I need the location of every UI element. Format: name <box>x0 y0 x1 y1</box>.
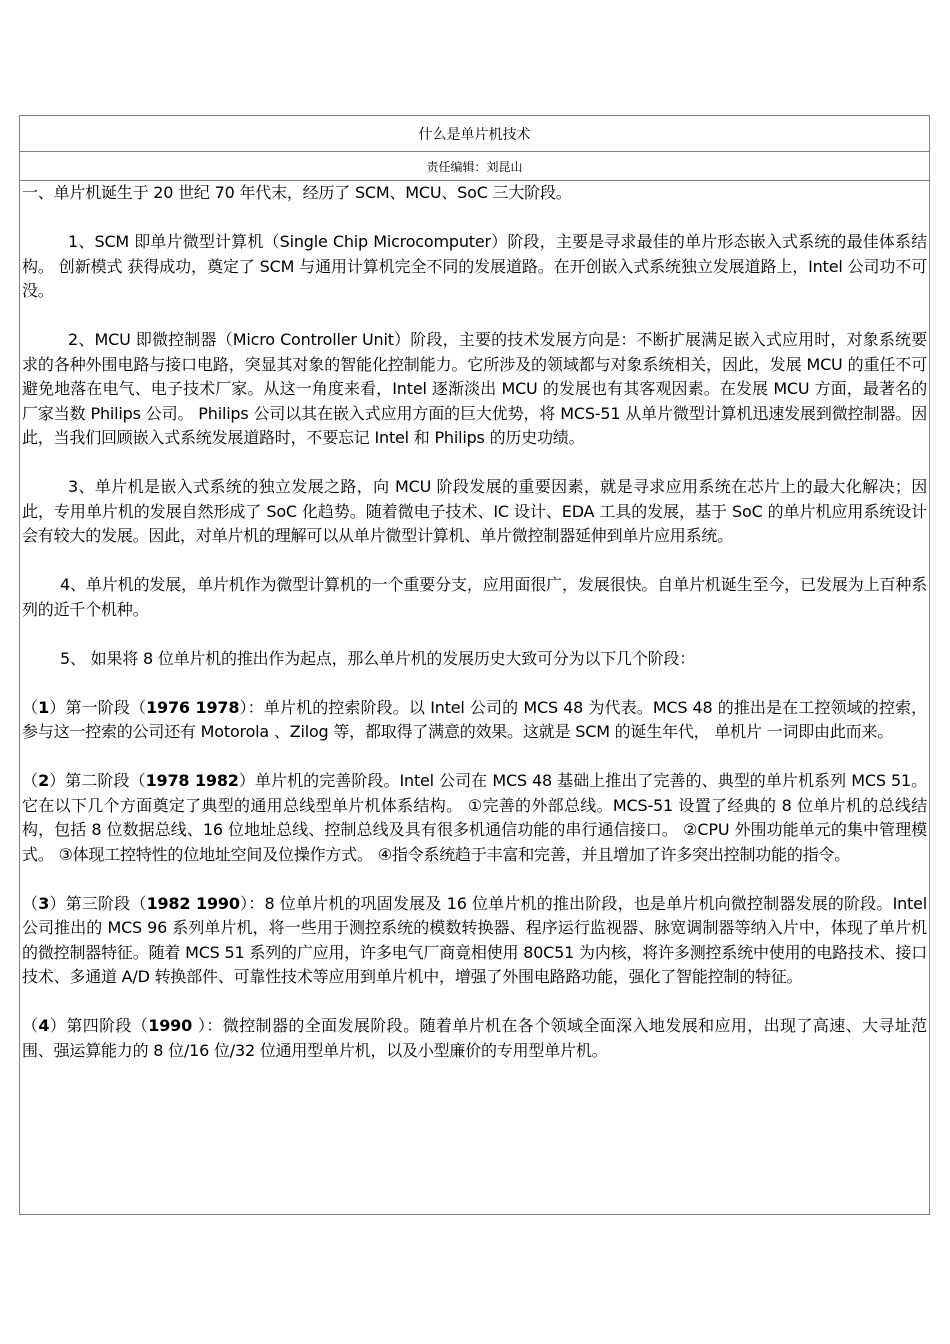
stage-4-paragraph <box>22 1014 927 1063</box>
paragraph-scm: 1、SCM 即单片微型计算机（Single Chip Microcomputer）阶段，主要是寻求最佳的单片形态嵌入式系统的最佳体系结构。 创新模式 获得成功，奠定了 SCM 与通用计算机完全不同的发展道路。在开创嵌入式系统独立发展道路上，Intel 公司功不可没。 <box>22 232 927 300</box>
stage-open: （ <box>22 771 39 790</box>
stage-open: （ <box>22 697 39 717</box>
stage-title: ）第三阶段（ <box>49 893 147 913</box>
article-table <box>19 115 930 1215</box>
article-title: 什么是单片机技术 <box>20 116 929 152</box>
stage-text: ）单片机的完善阶段。Intel 公司在 MCS 48 基础上推出了完善的、典型的单片机系列 MCS 51。它在以下几个方面奠定了典型的通用总线型单片机体系结构。 ①完善的外部总线。MCS-51 设置了经典的 8 位单片机的总线结构，包括 8 位数据总线、16 位地址总线、控制总线及具有很多机通信功能的串行通信接口。 ②CPU 外围功能单元的集中管理模式。 ③体现工控特性的位地址空间及位操作方式。 ④指令系统趋于丰富和完善，并且增加了许多突出控制功能的指令。 <box>22 771 927 864</box>
stage-title: ）第四阶段（ <box>49 1016 149 1035</box>
article-body <box>20 181 929 1214</box>
stage-3-paragraph <box>22 892 927 990</box>
stage-title: ）第二阶段（ <box>49 771 146 790</box>
paragraph-soc: 3、单片机是嵌入式系统的独立发展之路，向 MCU 阶段发展的重要因素，就是寻求应用系统在芯片上的最大化解决；因此，专用单片机的发展自然形成了 SoC 化趋势。随着微电子技术、IC 设计、EDA 工具的发展，基于 SoC 的单片机应用系统设计会有较大的发展。因此，对单片机的理解可以从单片微型计算机、单片微控制器延伸到单片应用系统。 <box>22 477 927 545</box>
stage-1-paragraph <box>22 696 927 745</box>
stage-number: 2 <box>38 771 49 790</box>
stage-text: ）：单片机的控索阶段。以 Intel 公司的 MCS 48 为代表。MCS 48 的推出是在工控领域的控索，参与这一控索的公司还有 Motorola 、Zilog 等，都取得了满意的效果。这就是 SCM 的诞生年代， 单机片 一词即由此而来。 <box>22 697 927 741</box>
stage-years: 1978 1982 <box>145 771 239 790</box>
stage-open: （ <box>22 1016 39 1035</box>
paragraph-mcu: 2、MCU 即微控制器（Micro Controller Unit）阶段，主要的技术发展方向是：不断扩展满足嵌入式应用时，对象系统要求的各种外围电路与接口电路，突显其对象的智能化控制能力。它所涉及的领域都与对象系统相关，因此，发展 MCU 的重任不可避免地落在电气、电子技术厂家。从这一角度来看，Intel 逐渐淡出 MCU 的发展也有其客观因素。在发展 MCU 方面，最著名的厂家当数 Philips 公司。 Philips 公司以其在嵌入式应用方面的巨大优势，将 MCS-51 从单片微型计算机迅速发展到微控制器。因此，当我们回顾嵌入式系统发展道路时，不要忘记 Intel 和 Philips 的历史功绩。 <box>22 330 927 447</box>
article-editor: 责任编辑：刘昆山 <box>20 152 929 181</box>
stage-number: 3 <box>38 893 50 913</box>
stage-years: 1990 <box>148 1016 198 1035</box>
stage-title: ）第一阶段（ <box>49 697 147 717</box>
intro-paragraph: 一、单片机诞生于 20 世纪 70 年代末，经历了 SCM、MCU、SoC 三大阶段。 <box>22 183 572 202</box>
stage-text: ）：微控制器的全面发展阶段。随着单片机在各个领域全面深入地发展和应用，出现了高速、大寻址范围、强运算能力的 8 位/16 位/32 位通用型单片机，以及小型廉价的专用型单片机。 <box>22 1016 927 1060</box>
paragraph-development: 4、单片机的发展，单片机作为微型计算机的一个重要分支，应用面很广，发展很快。自单片机诞生至今，已发展为上百种系列的近千个机种。 <box>22 575 927 619</box>
paragraph-stages-intro: 5、 如果将 8 位单片机的推出作为起点，那么单片机的发展历史大致可分为以下几个阶段： <box>60 648 696 668</box>
stage-text: ）：8 位单片机的巩固发展及 16 位单片机的推出阶段，也是单片机向微控制器发展的阶段。Intel 公司推出的 MCS 96 系列单片机，将一些用于测控系统的模数转换器、程序运行监视器、脉宽调制器等纳入片中，体现了单片机的微控制器特征。随着 MCS 51 系列的广应用，许多电气厂商竟相使用 80C51 为内核，将许多测控系统中使用的电路技术、接口技术、多通道 A/D 转换部件、可靠性技术等应用到单片机中，增强了外围电路路功能，强化了智能控制的特征。 <box>22 893 927 986</box>
stage-years: 1982 1990 <box>146 893 240 913</box>
stage-2-paragraph <box>22 769 927 867</box>
stage-number: 1 <box>38 697 50 717</box>
stage-number: 4 <box>38 1016 50 1035</box>
stage-years: 1976 1978 <box>146 697 240 717</box>
stage-open: （ <box>22 893 39 913</box>
